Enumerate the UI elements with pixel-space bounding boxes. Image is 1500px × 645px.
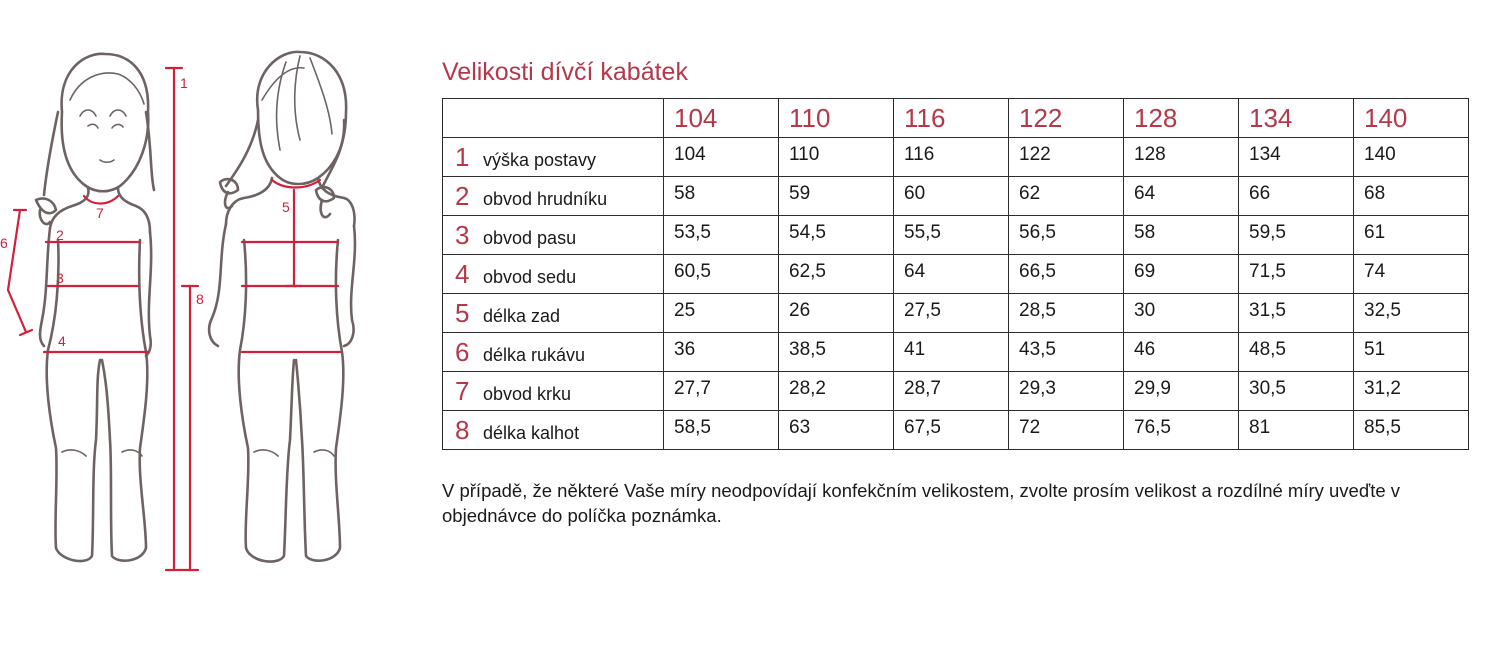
table-cell: 74	[1354, 255, 1469, 294]
table-cell: 69	[1124, 255, 1239, 294]
table-cell: 28,2	[779, 372, 894, 411]
table-cell: 60	[894, 177, 1009, 216]
table-cell: 59	[779, 177, 894, 216]
table-cell: 30,5	[1239, 372, 1354, 411]
measurement-label-cell	[443, 138, 664, 177]
measurement-label-cell	[443, 294, 664, 333]
table-cell: 71,5	[1239, 255, 1354, 294]
table-cell: 110	[779, 138, 894, 177]
table-cell: 25	[664, 294, 779, 333]
size-header-cell: 128	[1124, 99, 1239, 138]
label-7: 7	[96, 205, 104, 221]
girl-front-sketch	[36, 54, 154, 561]
measurement-number: 2	[455, 181, 470, 211]
measurement-label-cell	[443, 333, 664, 372]
measurement-label: délka kalhot	[483, 423, 580, 443]
table-row	[443, 177, 1469, 216]
size-header-cell: 116	[894, 99, 1009, 138]
measurement-label: délka zad	[483, 306, 561, 326]
table-cell: 28,7	[894, 372, 1009, 411]
front-measurements	[0, 68, 204, 570]
table-cell: 60,5	[664, 255, 779, 294]
table-row	[443, 138, 1469, 177]
table-cell: 29,3	[1009, 372, 1124, 411]
table-cell: 48,5	[1239, 333, 1354, 372]
table-cell: 32,5	[1354, 294, 1469, 333]
table-row	[443, 333, 1469, 372]
table-cell: 64	[1124, 177, 1239, 216]
measurement-label: obvod hrudníku	[483, 189, 608, 209]
label-8: 8	[196, 291, 204, 307]
table-row	[443, 294, 1469, 333]
table-row	[443, 411, 1469, 450]
measurement-label: výška postavy	[483, 150, 597, 170]
table-cell: 26	[779, 294, 894, 333]
size-header-cell: 134	[1239, 99, 1354, 138]
size-note: V případě, že některé Vaše míry neodpovídají konfekčním velikostem, zvolte prosím velikost a rozdílné míry uveďte v objednávce do políčka poznámka.	[442, 480, 1401, 526]
table-cell: 64	[894, 255, 1009, 294]
size-header-cell: 122	[1009, 99, 1124, 138]
table-cell: 58,5	[664, 411, 779, 450]
table-cell: 56,5	[1009, 216, 1124, 255]
label-2: 2	[56, 227, 64, 243]
measurement-label: obvod pasu	[483, 228, 577, 248]
table-cell: 76,5	[1124, 411, 1239, 450]
table-cell: 58	[1124, 216, 1239, 255]
table-cell: 66	[1239, 177, 1354, 216]
table-cell: 41	[894, 333, 1009, 372]
measurement-label: obvod krku	[483, 384, 572, 404]
table-row	[443, 255, 1469, 294]
measurement-number: 6	[455, 337, 470, 367]
measurement-label: délka rukávu	[483, 345, 586, 365]
table-cell: 51	[1354, 333, 1469, 372]
table-cell: 72	[1009, 411, 1124, 450]
table-cell: 54,5	[779, 216, 894, 255]
measurement-number: 7	[455, 376, 470, 406]
table-cell: 46	[1124, 333, 1239, 372]
table-cell: 28,5	[1009, 294, 1124, 333]
size-header-cell: 140	[1354, 99, 1469, 138]
table-cell: 68	[1354, 177, 1469, 216]
back-measurements	[242, 180, 340, 352]
label-3: 3	[56, 270, 64, 286]
measurement-number: 3	[455, 220, 470, 250]
table-cell: 116	[894, 138, 1009, 177]
table-cell: 122	[1009, 138, 1124, 177]
table-cell: 55,5	[894, 216, 1009, 255]
table-cell: 31,2	[1354, 372, 1469, 411]
table-cell: 29,9	[1124, 372, 1239, 411]
table-cell: 85,5	[1354, 411, 1469, 450]
label-1: 1	[180, 75, 188, 91]
size-table	[442, 98, 1469, 450]
size-header-cell: 104	[664, 99, 779, 138]
table-cell: 58	[664, 177, 779, 216]
label-4: 4	[58, 333, 66, 349]
measurement-number: 5	[455, 298, 470, 328]
table-cell: 27,5	[894, 294, 1009, 333]
measurement-label-cell	[443, 177, 664, 216]
measurement-label: obvod sedu	[483, 267, 577, 287]
table-cell: 134	[1239, 138, 1354, 177]
measurement-number: 1	[455, 142, 470, 172]
table-cell: 67,5	[894, 411, 1009, 450]
table-cell: 62,5	[779, 255, 894, 294]
girl-back-sketch	[209, 52, 355, 562]
page-title: Velikosti dívčí kabátek	[442, 58, 688, 86]
table-cell: 53,5	[664, 216, 779, 255]
measurement-number: 4	[455, 259, 470, 289]
measurement-label-cell	[443, 372, 664, 411]
table-row	[443, 372, 1469, 411]
table-cell: 66,5	[1009, 255, 1124, 294]
label-6: 6	[0, 235, 8, 251]
measurement-label-cell	[443, 411, 664, 450]
table-cell: 59,5	[1239, 216, 1354, 255]
table-cell: 38,5	[779, 333, 894, 372]
table-cell: 27,7	[664, 372, 779, 411]
table-cell: 63	[779, 411, 894, 450]
table-cell: 30	[1124, 294, 1239, 333]
table-cell: 43,5	[1009, 333, 1124, 372]
size-header-cell: 110	[779, 99, 894, 138]
table-cell: 36	[664, 333, 779, 372]
table-cell: 61	[1354, 216, 1469, 255]
table-cell: 140	[1354, 138, 1469, 177]
measurement-label-cell	[443, 255, 664, 294]
measurement-label-cell	[443, 216, 664, 255]
label-5: 5	[282, 199, 290, 215]
table-cell: 81	[1239, 411, 1354, 450]
table-cell: 62	[1009, 177, 1124, 216]
size-header-row	[443, 99, 1469, 138]
table-cell: 128	[1124, 138, 1239, 177]
table-row	[443, 216, 1469, 255]
table-cell: 104	[664, 138, 779, 177]
measurement-number: 8	[455, 415, 470, 445]
table-cell: 31,5	[1239, 294, 1354, 333]
corner-cell	[443, 99, 664, 138]
measurement-figure	[0, 40, 420, 600]
